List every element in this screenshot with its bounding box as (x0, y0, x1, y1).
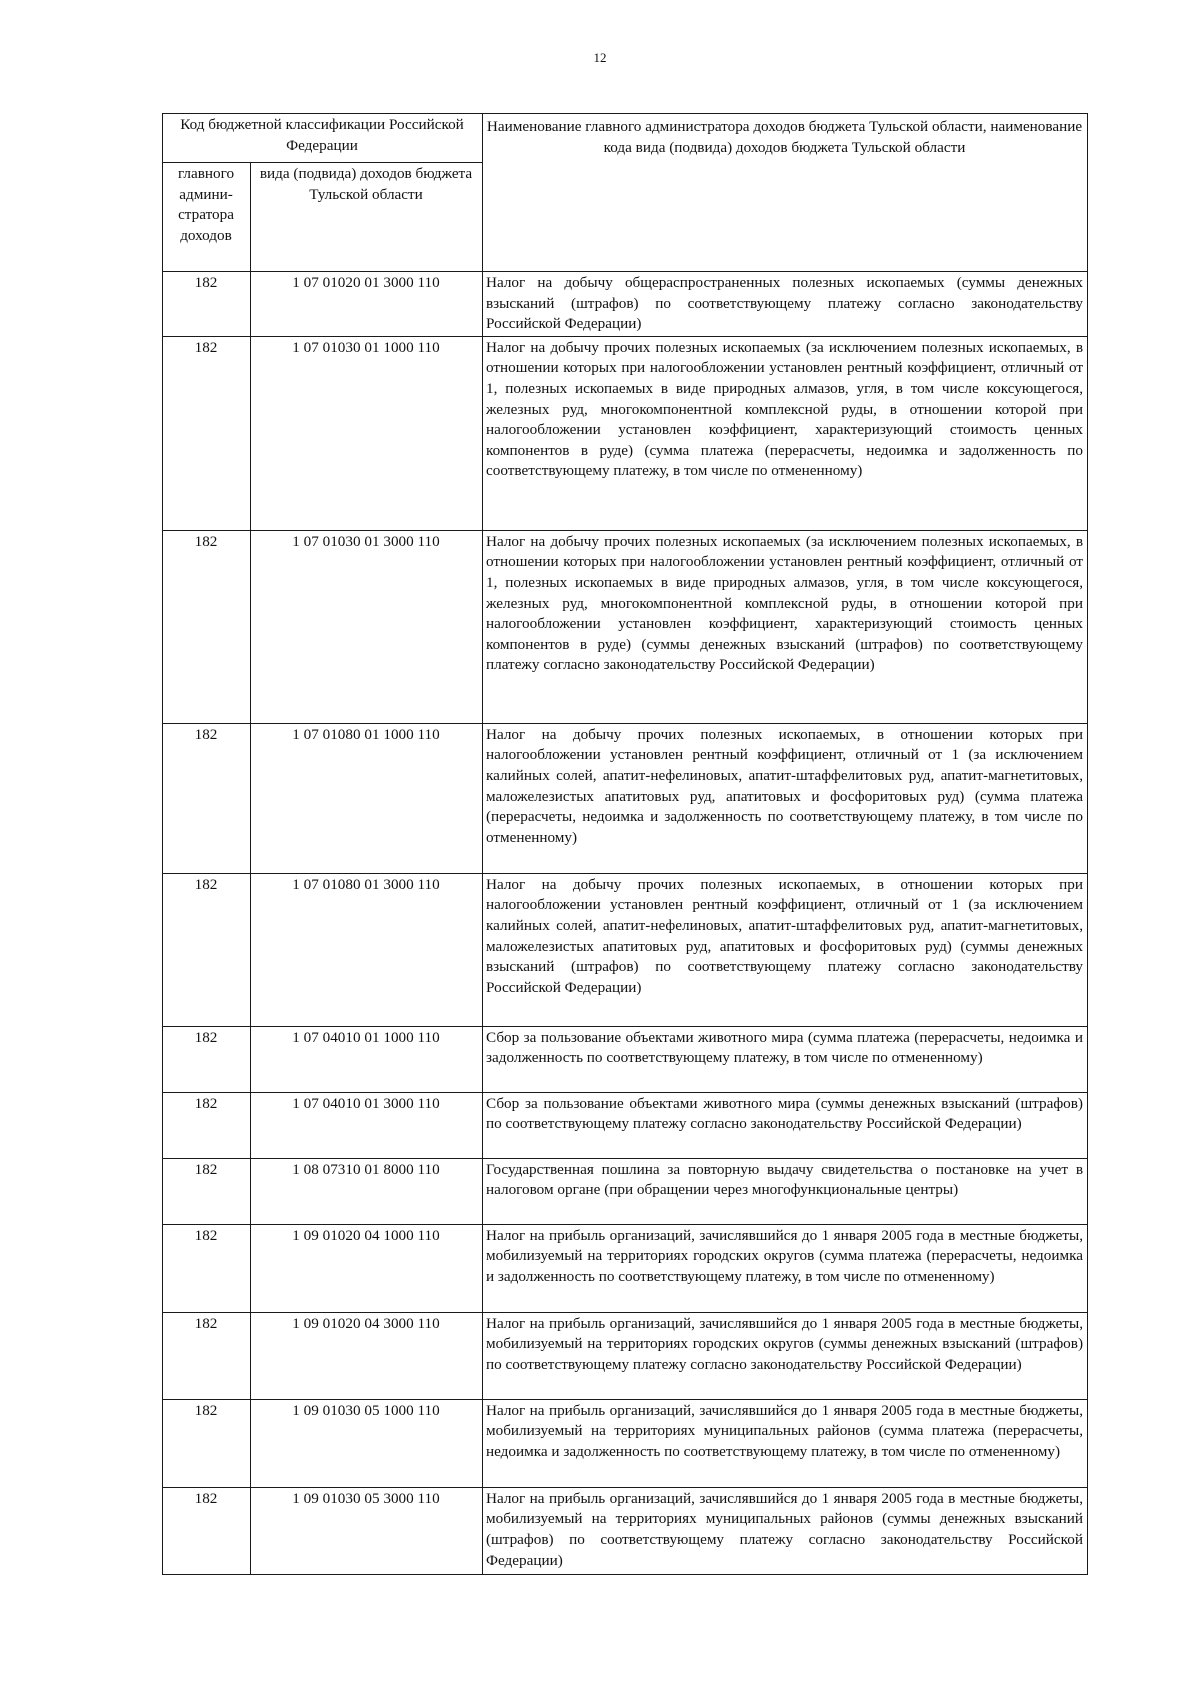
page-number: 12 (593, 50, 607, 65)
income-code-cell: 1 07 01020 01 3000 110 (251, 272, 483, 337)
income-description-cell: Налог на прибыль организаций, зачислявшийся до 1 января 2005 года в местные бюджеты, мобилизуемый на территориях муниципальных районов (сумма платежа (перерасчеты, недоимка и задолженность по соответствующему платежу, в том числе по отмененному) (483, 1399, 1088, 1487)
income-code-cell: 1 09 01020 04 1000 110 (251, 1224, 483, 1312)
table-row (163, 1487, 1088, 1574)
budget-classification-table (162, 113, 1088, 1575)
table-row (163, 530, 1088, 723)
header-name-column: Наименование главного администратора доходов бюджета Тульской области, наименование кода вида (подвида) доходов бюджета Тульской области (483, 114, 1088, 272)
income-description-cell: Сбор за пользование объектами животного мира (сумма платежа (перерасчеты, недоимка и задолженность по соответствующему платежу, в том числе по отмененному) (483, 1026, 1088, 1092)
income-code-cell: 1 07 01080 01 1000 110 (251, 723, 483, 873)
income-code-cell: 1 09 01020 04 3000 110 (251, 1312, 483, 1399)
admin-code-cell: 182 (163, 1487, 251, 1574)
admin-code-cell: 182 (163, 272, 251, 337)
income-code-cell: 1 07 01030 01 3000 110 (251, 530, 483, 723)
admin-code-cell: 182 (163, 1312, 251, 1399)
header-admin-column: главного админи-стратора доходов (163, 163, 251, 272)
income-description-cell: Налог на добычу прочих полезных ископаемых (за исключением полезных ископаемых, в отношении которых при налогообложении установлен рентный коэффициент, отличный от 1, полезных ископаемых в виде природных алмазов, угля, в том числе коксующегося, железных руд, многокомпонентной комплексной руды, в отношении которой при налогообложении установлен коэффициент, характеризующий стоимость ценных компонентов в руде) (сумма платежа (перерасчеты, недоимка и задолженность по соответствующему платежу, в том числе по отмененному) (483, 336, 1088, 530)
admin-code-cell: 182 (163, 1026, 251, 1092)
admin-code-cell: 182 (163, 1158, 251, 1224)
table-row (163, 1158, 1088, 1224)
admin-code-cell: 182 (163, 1092, 251, 1158)
income-description-cell: Налог на прибыль организаций, зачислявшийся до 1 января 2005 года в местные бюджеты, мобилизуемый на территориях городских округов (сумма платежа (перерасчеты, недоимка и задолженность по соответствующему платежу, в том числе по отмененному) (483, 1224, 1088, 1312)
income-description-cell: Налог на прибыль организаций, зачислявшийся до 1 января 2005 года в местные бюджеты, мобилизуемый на территориях городских округов (суммы денежных взысканий (штрафов) по соответствующему платежу согласно законодательству Российской Федерации) (483, 1312, 1088, 1399)
admin-code-cell: 182 (163, 336, 251, 530)
admin-code-cell: 182 (163, 723, 251, 873)
income-code-cell: 1 09 01030 05 1000 110 (251, 1399, 483, 1487)
table-row (163, 723, 1088, 873)
table-row (163, 1026, 1088, 1092)
income-code-cell: 1 07 04010 01 1000 110 (251, 1026, 483, 1092)
table-row (163, 1312, 1088, 1399)
header-code-column: вида (подвида) доходов бюджета Тульской области (251, 163, 483, 272)
admin-code-cell: 182 (163, 1399, 251, 1487)
table-row (163, 1092, 1088, 1158)
income-description-cell: Налог на прибыль организаций, зачислявшийся до 1 января 2005 года в местные бюджеты, мобилизуемый на территориях муниципальных районов (суммы денежных взысканий (штрафов) по соответствующему платежу согласно законодательству Российской Федерации) (483, 1487, 1088, 1574)
income-code-cell: 1 09 01030 05 3000 110 (251, 1487, 483, 1574)
income-code-cell: 1 08 07310 01 8000 110 (251, 1158, 483, 1224)
header-code-group: Код бюджетной классификации Российской Федерации (163, 114, 483, 163)
income-code-cell: 1 07 01030 01 1000 110 (251, 336, 483, 530)
table-row (163, 272, 1088, 337)
income-description-cell: Налог на добычу общераспространенных полезных ископаемых (суммы денежных взысканий (штрафов) по соответствующему платежу согласно законодательству Российской Федерации) (483, 272, 1088, 337)
income-description-cell: Государственная пошлина за повторную выдачу свидетельства о постановке на учет в налоговом органе (при обращении через многофункциональные центры) (483, 1158, 1088, 1224)
income-code-cell: 1 07 01080 01 3000 110 (251, 873, 483, 1026)
table-row (163, 873, 1088, 1026)
income-description-cell: Налог на добычу прочих полезных ископаемых, в отношении которых при налогообложении установлен рентный коэффициент, отличный от 1 (за исключением калийных солей, апатит-нефелиновых, апатит-штаффелитовых руд, апатит-магнетитовых, маложелезистых апатитовых руд, апатитовых и фосфоритовых руд) (суммы денежных взысканий (штрафов) по соответствующему платежу согласно законодательству Российской Федерации) (483, 873, 1088, 1026)
admin-code-cell: 182 (163, 1224, 251, 1312)
table-row (163, 1224, 1088, 1312)
table-row (163, 336, 1088, 530)
income-description-cell: Сбор за пользование объектами животного мира (суммы денежных взысканий (штрафов) по соответствующему платежу согласно законодательству Российской Федерации) (483, 1092, 1088, 1158)
income-description-cell: Налог на добычу прочих полезных ископаемых, в отношении которых при налогообложении установлен рентный коэффициент, отличный от 1 (за исключением калийных солей, апатит-нефелиновых, апатит-штаффелитовых руд, апатит-магнетитовых, маложелезистых апатитовых руд, апатитовых и фосфоритовых руд) (сумма платежа (перерасчеты, недоимка и задолженность по соответствующему платежу, в том числе по отмененному) (483, 723, 1088, 873)
header-row-top (163, 114, 1088, 163)
income-code-cell: 1 07 04010 01 3000 110 (251, 1092, 483, 1158)
income-description-cell: Налог на добычу прочих полезных ископаемых (за исключением полезных ископаемых, в отношении которых при налогообложении установлен рентный коэффициент, отличный от 1, полезных ископаемых в виде природных алмазов, угля, в том числе коксующегося, железных руд, многокомпонентной комплексной руды, в отношении которой при налогообложении установлен коэффициент, характеризующий стоимость ценных компонентов в руде) (суммы денежных взысканий (штрафов) по соответствующему платежу согласно законодательству Российской Федерации) (483, 530, 1088, 723)
table-row (163, 1399, 1088, 1487)
admin-code-cell: 182 (163, 873, 251, 1026)
admin-code-cell: 182 (163, 530, 251, 723)
